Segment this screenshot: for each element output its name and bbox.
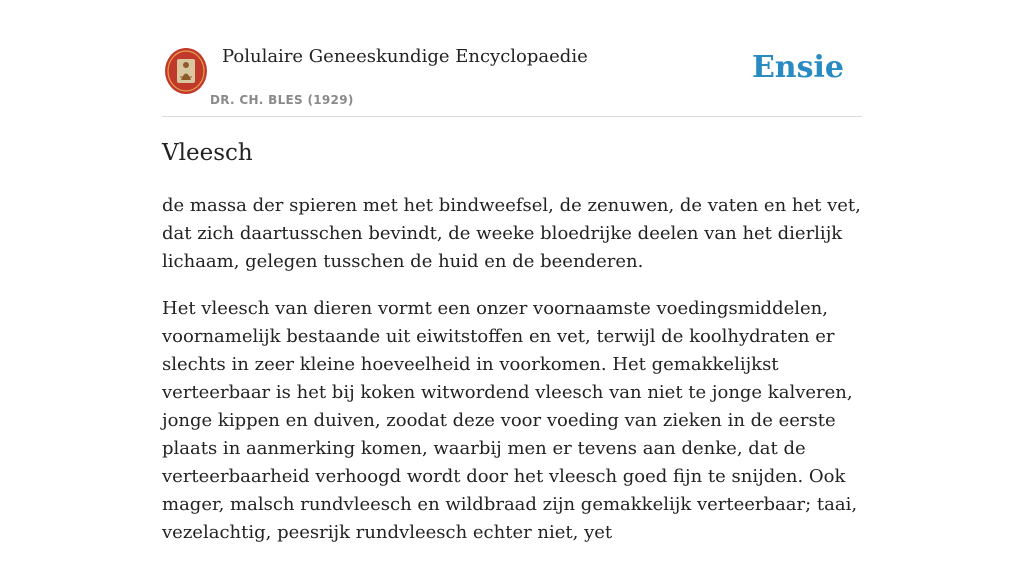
book-cover-icon[interactable] (164, 47, 208, 95)
entry-content (162, 192, 862, 566)
paragraph: de massa der spieren met het bindweefsel, de zenuwen, de vaten en het vet, dat zich daartusschen bevindt, de weeke bloedrijke deelen van het dierlijk lichaam, gelegen tusschen de huid en de beenderen. (162, 195, 861, 272)
entry-title: Vleesch (162, 140, 253, 166)
paragraph: Het vleesch van dieren vormt een onzer voornaamste voedingsmiddelen, voornamelijk bestaande uit eiwitstoffen en vet, terwijl de koolhydraten er slechts in zeer kleine hoeveelheid in voorkomen. Het gemakkelijkst verteerbaar is het bij koken witwordend vleesch van niet te jonge kalveren, jonge kippen en duiven, zoodat deze voor voeding van zieken in de eerste plaats in aanmerking komen, waarbij men er tevens aan denke, dat de verteerbaarheid verhoogd wordt door het vleesch goed fijn te snijden. Ook mager, malsch rundvleesch en wildbraad zijn gemakkelijk verteerbaar; taai, vezelachtig, peesrijk rundvleesch echter niet, yet (162, 298, 858, 543)
page (162, 0, 862, 543)
book-author: DR. CH. BLES (1929) (210, 93, 354, 107)
header (162, 0, 862, 117)
book-title[interactable]: Polulaire Geneeskundige Encyclopaedie (222, 46, 588, 67)
brand-logo[interactable]: Ensie (751, 50, 844, 85)
